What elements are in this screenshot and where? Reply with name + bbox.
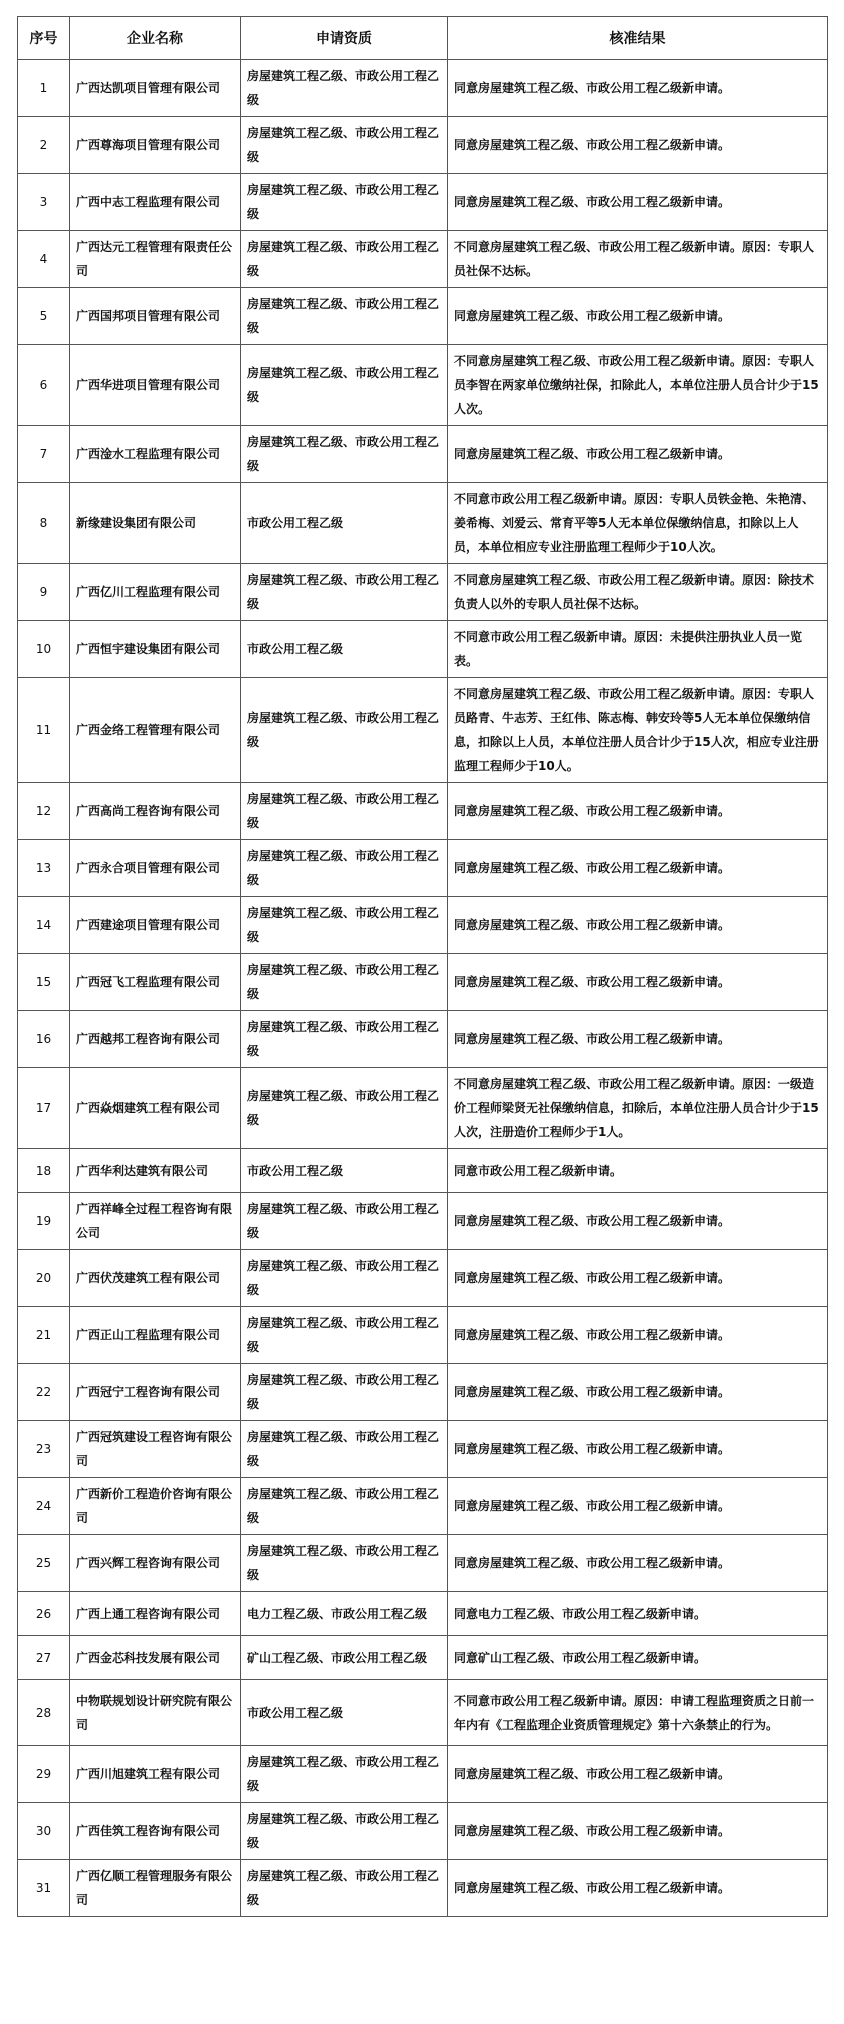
cell-approval-result: 同意房屋建筑工程乙级、市政公用工程乙级新申请。 — [448, 426, 828, 483]
cell-applied-qualification: 房屋建筑工程乙级、市政公用工程乙级 — [241, 1307, 448, 1364]
cell-number: 4 — [18, 231, 70, 288]
cell-approval-result: 不同意房屋建筑工程乙级、市政公用工程乙级新申请。原因：专职人员李智在两家单位缴纳社保，扣除此人，本单位注册人员合计少于15人次。 — [448, 345, 828, 426]
cell-applied-qualification: 房屋建筑工程乙级、市政公用工程乙级 — [241, 288, 448, 345]
header-applied-qualification: 申请资质 — [241, 17, 448, 60]
cell-applied-qualification: 电力工程乙级、市政公用工程乙级 — [241, 1592, 448, 1636]
cell-number: 7 — [18, 426, 70, 483]
table-row — [18, 1746, 828, 1803]
cell-approval-result: 不同意房屋建筑工程乙级、市政公用工程乙级新申请。原因：专职人员路青、牛志芳、王红伟、陈志梅、韩安玲等5人无本单位保缴纳信息，扣除以上人员，本单位注册人员合计少于15人次，相应专业注册监理工程师少于10人。 — [448, 678, 828, 783]
cell-approval-result: 同意房屋建筑工程乙级、市政公用工程乙级新申请。 — [448, 1364, 828, 1421]
cell-applied-qualification: 房屋建筑工程乙级、市政公用工程乙级 — [241, 564, 448, 621]
cell-approval-result: 不同意市政公用工程乙级新申请。原因：未提供注册执业人员一览表。 — [448, 621, 828, 678]
cell-number: 12 — [18, 783, 70, 840]
cell-number: 31 — [18, 1860, 70, 1917]
cell-company-name: 广西亿川工程监理有限公司 — [70, 564, 241, 621]
cell-company-name: 广西尊海项目管理有限公司 — [70, 117, 241, 174]
cell-approval-result: 同意矿山工程乙级、市政公用工程乙级新申请。 — [448, 1636, 828, 1680]
cell-company-name: 广西达元工程管理有限责任公司 — [70, 231, 241, 288]
table-row — [18, 231, 828, 288]
cell-company-name: 广西华进项目管理有限公司 — [70, 345, 241, 426]
cell-approval-result: 同意房屋建筑工程乙级、市政公用工程乙级新申请。 — [448, 840, 828, 897]
table-row — [18, 60, 828, 117]
cell-company-name: 广西国邦项目管理有限公司 — [70, 288, 241, 345]
cell-approval-result: 同意房屋建筑工程乙级、市政公用工程乙级新申请。 — [448, 174, 828, 231]
cell-number: 18 — [18, 1149, 70, 1193]
cell-approval-result: 同意房屋建筑工程乙级、市政公用工程乙级新申请。 — [448, 1011, 828, 1068]
cell-number: 29 — [18, 1746, 70, 1803]
cell-number: 10 — [18, 621, 70, 678]
cell-applied-qualification: 房屋建筑工程乙级、市政公用工程乙级 — [241, 897, 448, 954]
cell-company-name: 广西新价工程造价咨询有限公司 — [70, 1478, 241, 1535]
cell-company-name: 广西达凯项目管理有限公司 — [70, 60, 241, 117]
cell-applied-qualification: 房屋建筑工程乙级、市政公用工程乙级 — [241, 60, 448, 117]
table-row — [18, 1535, 828, 1592]
table-row — [18, 1068, 828, 1149]
table-row — [18, 1364, 828, 1421]
cell-approval-result: 同意房屋建筑工程乙级、市政公用工程乙级新申请。 — [448, 1307, 828, 1364]
cell-applied-qualification: 房屋建筑工程乙级、市政公用工程乙级 — [241, 1193, 448, 1250]
cell-applied-qualification: 市政公用工程乙级 — [241, 1680, 448, 1746]
cell-applied-qualification: 房屋建筑工程乙级、市政公用工程乙级 — [241, 1478, 448, 1535]
approval-table — [17, 16, 828, 1917]
cell-number: 3 — [18, 174, 70, 231]
cell-company-name: 广西建途项目管理有限公司 — [70, 897, 241, 954]
cell-applied-qualification: 房屋建筑工程乙级、市政公用工程乙级 — [241, 1803, 448, 1860]
table-row — [18, 1478, 828, 1535]
cell-number: 25 — [18, 1535, 70, 1592]
cell-approval-result: 同意房屋建筑工程乙级、市政公用工程乙级新申请。 — [448, 1746, 828, 1803]
cell-approval-result: 同意房屋建筑工程乙级、市政公用工程乙级新申请。 — [448, 783, 828, 840]
cell-number: 8 — [18, 483, 70, 564]
cell-company-name: 广西冠筑建设工程咨询有限公司 — [70, 1421, 241, 1478]
cell-applied-qualification: 房屋建筑工程乙级、市政公用工程乙级 — [241, 1860, 448, 1917]
cell-approval-result: 同意房屋建筑工程乙级、市政公用工程乙级新申请。 — [448, 1193, 828, 1250]
cell-approval-result: 不同意市政公用工程乙级新申请。原因：申请工程监理资质之日前一年内有《工程监理企业资质管理规定》第十六条禁止的行为。 — [448, 1680, 828, 1746]
cell-approval-result: 同意房屋建筑工程乙级、市政公用工程乙级新申请。 — [448, 60, 828, 117]
cell-applied-qualification: 房屋建筑工程乙级、市政公用工程乙级 — [241, 426, 448, 483]
cell-company-name: 广西恒宇建设集团有限公司 — [70, 621, 241, 678]
table-row — [18, 1149, 828, 1193]
header-company-name: 企业名称 — [70, 17, 241, 60]
cell-applied-qualification: 房屋建筑工程乙级、市政公用工程乙级 — [241, 117, 448, 174]
cell-number: 14 — [18, 897, 70, 954]
cell-company-name: 广西淦水工程监理有限公司 — [70, 426, 241, 483]
cell-approval-result: 同意市政公用工程乙级新申请。 — [448, 1149, 828, 1193]
table-header-row — [18, 17, 828, 60]
cell-number: 22 — [18, 1364, 70, 1421]
table-row — [18, 1307, 828, 1364]
cell-applied-qualification: 房屋建筑工程乙级、市政公用工程乙级 — [241, 345, 448, 426]
table-row — [18, 426, 828, 483]
table-row — [18, 1803, 828, 1860]
cell-applied-qualification: 市政公用工程乙级 — [241, 621, 448, 678]
cell-company-name: 广西越邦工程咨询有限公司 — [70, 1011, 241, 1068]
cell-number: 26 — [18, 1592, 70, 1636]
table-row — [18, 174, 828, 231]
cell-number: 11 — [18, 678, 70, 783]
table-row — [18, 1421, 828, 1478]
cell-applied-qualification: 房屋建筑工程乙级、市政公用工程乙级 — [241, 1535, 448, 1592]
cell-approval-result: 同意房屋建筑工程乙级、市政公用工程乙级新申请。 — [448, 288, 828, 345]
header-approval-result: 核准结果 — [448, 17, 828, 60]
cell-applied-qualification: 房屋建筑工程乙级、市政公用工程乙级 — [241, 954, 448, 1011]
cell-company-name: 广西上通工程咨询有限公司 — [70, 1592, 241, 1636]
cell-applied-qualification: 市政公用工程乙级 — [241, 483, 448, 564]
cell-company-name: 广西亿顺工程管理服务有限公司 — [70, 1860, 241, 1917]
cell-applied-qualification: 房屋建筑工程乙级、市政公用工程乙级 — [241, 783, 448, 840]
table-row — [18, 564, 828, 621]
cell-number: 30 — [18, 1803, 70, 1860]
approval-table-container — [17, 16, 827, 1917]
cell-applied-qualification: 房屋建筑工程乙级、市政公用工程乙级 — [241, 1421, 448, 1478]
table-row — [18, 483, 828, 564]
cell-approval-result: 同意房屋建筑工程乙级、市政公用工程乙级新申请。 — [448, 1803, 828, 1860]
table-row — [18, 1592, 828, 1636]
cell-applied-qualification: 房屋建筑工程乙级、市政公用工程乙级 — [241, 1011, 448, 1068]
cell-number: 19 — [18, 1193, 70, 1250]
cell-approval-result: 不同意房屋建筑工程乙级、市政公用工程乙级新申请。原因：专职人员社保不达标。 — [448, 231, 828, 288]
table-row — [18, 783, 828, 840]
cell-applied-qualification: 房屋建筑工程乙级、市政公用工程乙级 — [241, 1250, 448, 1307]
cell-number: 17 — [18, 1068, 70, 1149]
cell-number: 20 — [18, 1250, 70, 1307]
table-row — [18, 621, 828, 678]
cell-approval-result: 同意房屋建筑工程乙级、市政公用工程乙级新申请。 — [448, 954, 828, 1011]
cell-applied-qualification: 房屋建筑工程乙级、市政公用工程乙级 — [241, 231, 448, 288]
cell-company-name: 广西冠宁工程咨询有限公司 — [70, 1364, 241, 1421]
cell-applied-qualification: 矿山工程乙级、市政公用工程乙级 — [241, 1636, 448, 1680]
table-body — [18, 60, 828, 1917]
table-row — [18, 840, 828, 897]
cell-company-name: 广西正山工程监理有限公司 — [70, 1307, 241, 1364]
table-row — [18, 1636, 828, 1680]
cell-number: 24 — [18, 1478, 70, 1535]
cell-applied-qualification: 房屋建筑工程乙级、市政公用工程乙级 — [241, 840, 448, 897]
cell-number: 28 — [18, 1680, 70, 1746]
table-row — [18, 1860, 828, 1917]
cell-number: 23 — [18, 1421, 70, 1478]
cell-company-name: 广西中志工程监理有限公司 — [70, 174, 241, 231]
cell-number: 21 — [18, 1307, 70, 1364]
table-row — [18, 1680, 828, 1746]
cell-number: 2 — [18, 117, 70, 174]
cell-approval-result: 同意房屋建筑工程乙级、市政公用工程乙级新申请。 — [448, 1478, 828, 1535]
cell-applied-qualification: 房屋建筑工程乙级、市政公用工程乙级 — [241, 1364, 448, 1421]
cell-company-name: 广西金芯科技发展有限公司 — [70, 1636, 241, 1680]
cell-applied-qualification: 房屋建筑工程乙级、市政公用工程乙级 — [241, 174, 448, 231]
cell-approval-result: 同意房屋建筑工程乙级、市政公用工程乙级新申请。 — [448, 897, 828, 954]
cell-company-name: 广西金络工程管理有限公司 — [70, 678, 241, 783]
table-row — [18, 897, 828, 954]
cell-number: 5 — [18, 288, 70, 345]
cell-number: 27 — [18, 1636, 70, 1680]
cell-company-name: 广西焱烟建筑工程有限公司 — [70, 1068, 241, 1149]
table-row — [18, 345, 828, 426]
cell-company-name: 中物联规划设计研究院有限公司 — [70, 1680, 241, 1746]
cell-approval-result: 同意房屋建筑工程乙级、市政公用工程乙级新申请。 — [448, 1421, 828, 1478]
cell-approval-result: 同意房屋建筑工程乙级、市政公用工程乙级新申请。 — [448, 1250, 828, 1307]
cell-approval-result: 同意房屋建筑工程乙级、市政公用工程乙级新申请。 — [448, 117, 828, 174]
cell-company-name: 广西华利达建筑有限公司 — [70, 1149, 241, 1193]
table-row — [18, 1250, 828, 1307]
cell-applied-qualification: 市政公用工程乙级 — [241, 1149, 448, 1193]
cell-applied-qualification: 房屋建筑工程乙级、市政公用工程乙级 — [241, 678, 448, 783]
table-row — [18, 954, 828, 1011]
cell-company-name: 广西祥峰全过程工程咨询有限公司 — [70, 1193, 241, 1250]
header-number: 序号 — [18, 17, 70, 60]
cell-company-name: 广西永合项目管理有限公司 — [70, 840, 241, 897]
table-row — [18, 288, 828, 345]
table-row — [18, 1193, 828, 1250]
cell-number: 16 — [18, 1011, 70, 1068]
cell-company-name: 广西佳筑工程咨询有限公司 — [70, 1803, 241, 1860]
cell-applied-qualification: 房屋建筑工程乙级、市政公用工程乙级 — [241, 1068, 448, 1149]
cell-number: 15 — [18, 954, 70, 1011]
cell-approval-result: 不同意房屋建筑工程乙级、市政公用工程乙级新申请。原因：一级造价工程师梁贤无社保缴纳信息，扣除后，本单位注册人员合计少于15人次，注册造价工程师少于1人。 — [448, 1068, 828, 1149]
cell-number: 1 — [18, 60, 70, 117]
cell-number: 9 — [18, 564, 70, 621]
cell-company-name: 广西高尚工程咨询有限公司 — [70, 783, 241, 840]
cell-number: 6 — [18, 345, 70, 426]
cell-company-name: 广西冠飞工程监理有限公司 — [70, 954, 241, 1011]
cell-approval-result: 同意电力工程乙级、市政公用工程乙级新申请。 — [448, 1592, 828, 1636]
cell-company-name: 新缘建设集团有限公司 — [70, 483, 241, 564]
cell-approval-result: 同意房屋建筑工程乙级、市政公用工程乙级新申请。 — [448, 1535, 828, 1592]
cell-number: 13 — [18, 840, 70, 897]
cell-company-name: 广西伏茂建筑工程有限公司 — [70, 1250, 241, 1307]
cell-company-name: 广西兴辉工程咨询有限公司 — [70, 1535, 241, 1592]
table-row — [18, 117, 828, 174]
cell-approval-result: 不同意房屋建筑工程乙级、市政公用工程乙级新申请。原因：除技术负责人以外的专职人员社保不达标。 — [448, 564, 828, 621]
cell-approval-result: 不同意市政公用工程乙级新申请。原因：专职人员铁金艳、朱艳清、姜希梅、刘爱云、常育平等5人无本单位保缴纳信息，扣除以上人员，本单位相应专业注册监理工程师少于10人次。 — [448, 483, 828, 564]
cell-approval-result: 同意房屋建筑工程乙级、市政公用工程乙级新申请。 — [448, 1860, 828, 1917]
cell-applied-qualification: 房屋建筑工程乙级、市政公用工程乙级 — [241, 1746, 448, 1803]
cell-company-name: 广西川旭建筑工程有限公司 — [70, 1746, 241, 1803]
table-row — [18, 678, 828, 783]
table-row — [18, 1011, 828, 1068]
